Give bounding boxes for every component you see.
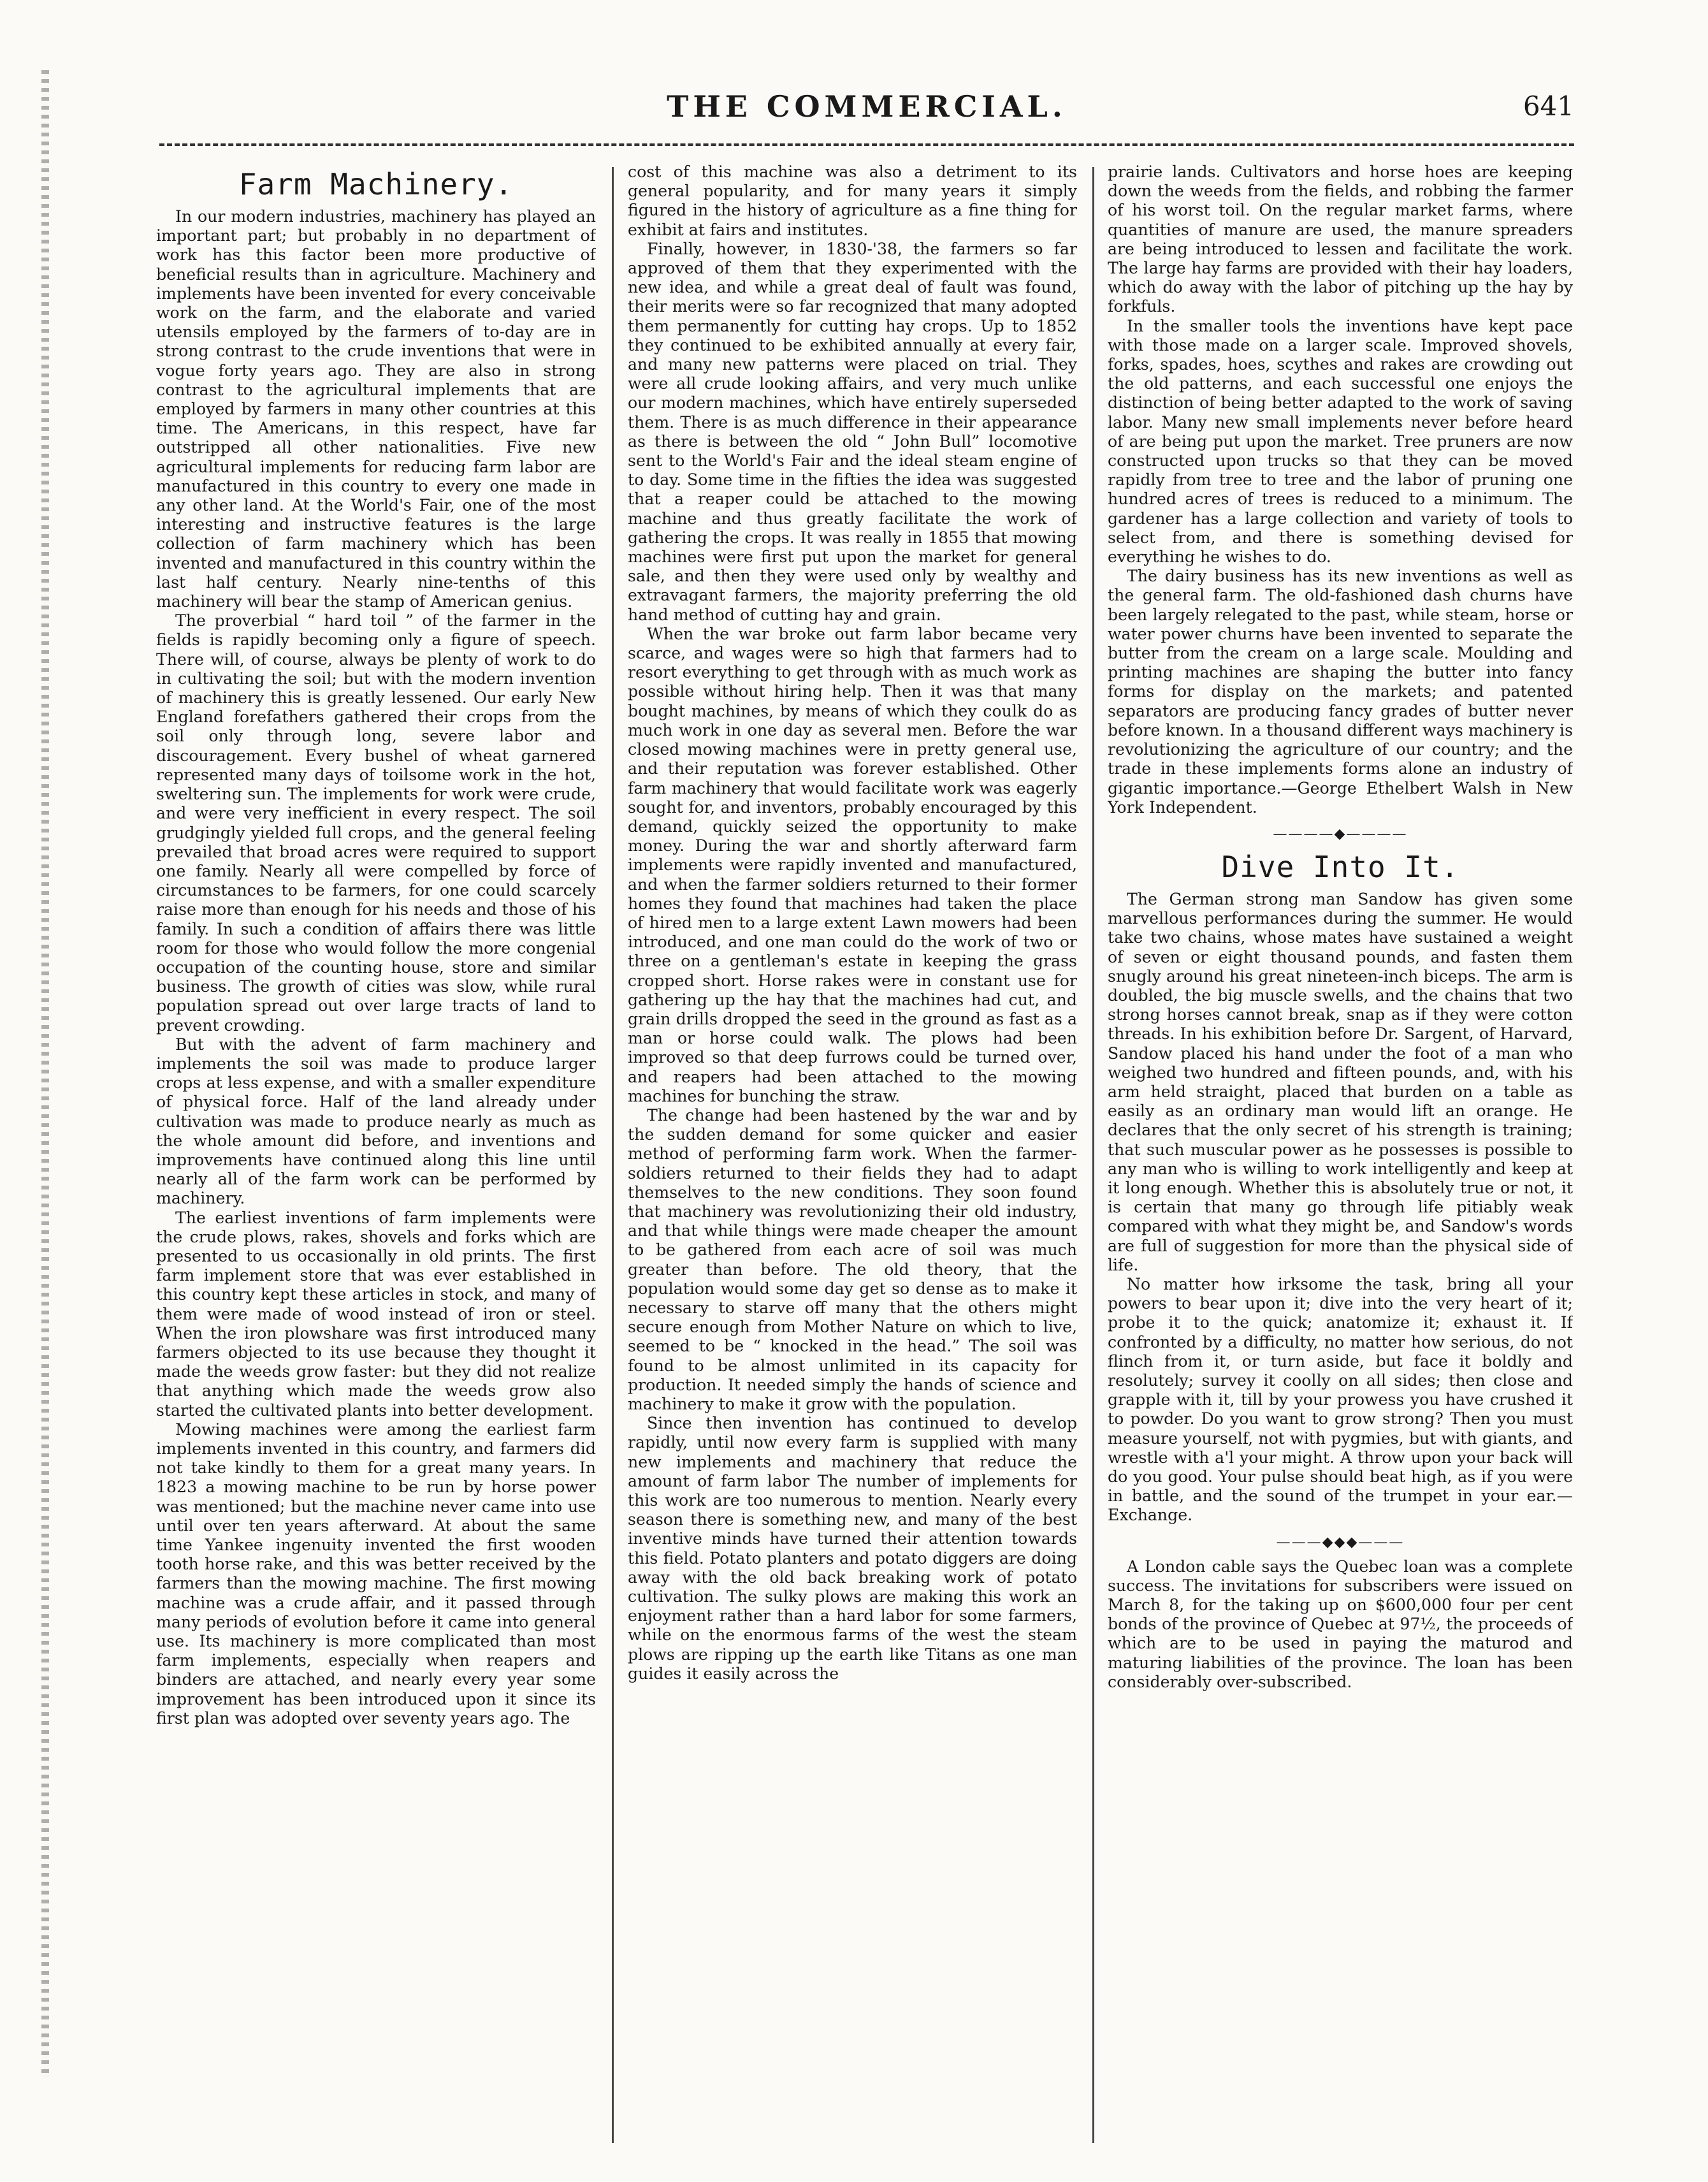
column-2 (628, 163, 1077, 2148)
column-3 (1108, 163, 1573, 2148)
paragraph: The earliest inventions of farm implements were the crude plows, rakes, shovels and forks which are presented to us occasionally in old prints. The first farm implement store that was ever established in this country kept these articles in stock, and many of them were made of wood instead of iron or steel. When the iron plowshare was first introduced many farmers objected to its use because they thought it made the weeds grow faster: but they did not realize that anything which made the weeds grow also started the cultivated plants into better development. (156, 1208, 596, 1420)
paragraph: But with the advent of farm machinery and implements the soil was made to produce larger crops at less expense, and with a smaller expenditure of physical force. Half of the land already under cultivation was made to produce nearly as much as the whole amount did before, and inventions and improvements have continued along this line until nearly all of the farm work can be performed by machinery. (156, 1035, 596, 1208)
paragraph: The proverbial “ hard toil ” of the farmer in the fields is rapidly becoming only a figure of speech. There will, of course, always be plenty of work to do in cultivating the soil; but with the modern invention of machinery this is greatly lessened. Our early New England forefathers gathered their crops from the soil only through long, severe labor and discouragement. Every bushel of wheat garnered represented many days of toilsome work in the hot, sweltering sun. The implements for work were crude, and were very inefficient in every respect. The soil grudgingly yielded full crops, and the general feeling prevailed that broad acres were required to support one family. Nearly all were compelled by force of circumstances to be farmers, for one could scarcely raise more than enough for his needs and those of his family. In such a condition of affairs there was little room for those who would follow the more congenial occupation of the counting house, store and similar business. The growth of cities was slow, while rural population spread out over large tracts of land to prevent crowding. (156, 611, 596, 1035)
paragraph: A London cable says the Quebec loan was a complete success. The invitations for subscribers were issued on March 8, for the taking up on $600,000 four per cent bonds of the province of Quebec at 97½, the proceeds of which are to be used in paying the maturod and maturing liabilities of the province. The loan has been considerably over-subscribed. (1108, 1557, 1573, 1691)
paragraph: The dairy business has its new inventions as well as the general farm. The old-fashioned dash churns have been largely relegated to the past, while steam, horse or water power churns have been invented to separate the butter from the cream on a large scale. Moulding and printing machines are shaping the butter into fancy forms for display on the markets; and patented separators are producing fancy grades of butter never before known. In a thousand different ways machinery is revolutionizing the agriculture of our country; and the trade in these implements forms alone an industry of gigantic importance.—George Ethelbert Walsh in New York Independent. (1108, 567, 1573, 817)
article-title-farm-machinery: Farm Machinery. (238, 167, 514, 201)
scan-edge (41, 70, 49, 2078)
paragraph: In our modern industries, machinery has played an important part; but probably in no department of work has this factor been more productive of beneficial results than in agriculture. Machinery and implements have been invented for every conceivable work on the farm, and the elaborate and varied utensils employed by the farmers of to-day are in strong contrast to the crude inventions that were in vogue forty years ago. They are also in strong contrast to the agricultural implements that are employed by farmers in many other countries at this time. The Americans, in this respect, have far outstripped all other nationalities. Five new agricultural implements for reducing farm labor are manufactured in this country to every one made in any other land. At the World's Fair, one of the most interesting and instructive features is the large collection of farm machinery which has been invented and manufactured in this country within the last half century. Nearly nine-tenths of this machinery will bear the stamp of American genius. (156, 207, 596, 611)
paragraph: When the war broke out farm labor became very scarce, and wages were so high that farmers had to resort everything to get through with as much work as possible without hiring help. Then it was that many bought machines, by means of which they coulk do as much work in one day as several men. Before the war closed mowing machines were in pretty general use, and their reputation was forever established. Other farm machinery that would facilitate work was eagerly sought for, and inventors, probably encouraged by this demand, quickly seized the opportunity to make money. During the war and shortly afterward farm implements were rapidly invented and manufactured, and when the farmer soldiers returned to their former homes they found that machines had taken the place of hired men to a large extent Lawn mowers had been introduced, and one man could do the work of two or three on a gentleman's estate in keeping the grass cropped short. Horse rakes were in constant use for gathering up the hay that the machines had cut, and grain drills dropped the seed in the ground as fast as a man or horse could walk. The plows had been improved so that deep furrows could be turned over, and reapers had been attached to the mowing machines for bunching the straw. (628, 624, 1077, 1105)
paragraph: In the smaller tools the inventions have kept pace with those made on a larger scale. Improved shovels, forks, spades, hoes, scythes and rakes are crowding out the old patterns, and each successful one enjoys the distinction of being better adapted to the work of saving labor. Many new small implements never before heard of are being put upon the market. Tree pruners are now constructed upon trucks so that they can be moved rapidly from tree to tree and the labor of pruning one hundred acres of trees is reduced to a minimum. The gardener has a large collection and variety of tools to select from, and there is something devised for everything he wishes to do. (1108, 316, 1573, 567)
column-rule-2 (1092, 167, 1094, 2143)
paragraph: No matter how irksome the task, bring all your powers to bear upon it; dive into the very heart of it; probe it to the quick; anatomize it; exhaust it. If confronted by a difficulty, no matter how serious, do not flinch from it, or turn aside, but face it boldly and resolutely; survey it coolly on all sides; then close and grapple with it, till by your prowess you have crushed it to powder. Do you want to grow strong? Then you must measure yourself, not with pygmies, but with giants, and wrestle with a'l your might. A throw upon your back will do you good. Your pulse should beat high, as if you were in battle, and the sound of the trumpet in your ear.—Exchange. (1108, 1274, 1573, 1525)
article-separator: ———◆◆◆——— (1276, 1534, 1405, 1550)
column-rule-1 (612, 167, 614, 2143)
paragraph: Since then invention has continued to develop rapidly, until now every farm is supplied with many new implements and machinery that reduce the amount of farm labor The number of implements for this work are too numerous to mention. Nearly every season there is something new, and many of the best inventive minds have turned their attention towards this field. Potato planters and potato diggers are doing away with the old back breaking work of potato cultivation. The sulky plows are making this work an enjoyment rather than a hard labor for some farmers, while on the enormous farms of the west the steam plows are ripping up the earth like Titans as one man guides it easily across the (628, 1414, 1077, 1683)
paragraph: The change had been hastened by the war and by the sudden demand for some quicker and easier method of performing farm work. When the farmer-soldiers returned to their fields they had to adapt themselves to the new conditions. They soon found that machinery was revolutionizing their old industry, and that while things were made cheaper the amount to be gathered from each acre of soil was much greater than before. The old theory, that the population would some day get so dense as to make it necessary to starve off many that the others might secure enough from Mother Nature on which to live, seemed to be “ knocked in the head.” The soil was found to be almost unlimited in its capacity for production. It needed simply the hands of science and machinery to make it grow with the population. (628, 1105, 1077, 1413)
masthead: THE COMMERCIAL. (667, 89, 1067, 124)
paragraph: The German strong man Sandow has given some marvellous performances during the summer. He would take two chains, whose mates have sustained a weight of seven or eight thousand pounds, and fasten them snugly around his great nineteen-inch biceps. The arm is doubled, the big muscle swells, and the chains that two strong horses cannot break, snap as if they were cotton threads. In his exhibition before Dr. Sargent, of Harvard, Sandow placed his hand under the foot of a man who weighed two hundred and fifteen pounds, and, with his arm held straight, placed that burden on a table as easily as an ordinary man would lift an orange. He declares that the only secret of his strength is training; that such muscular power as he possesses is possible to any man who is willing to work intelligently and keep at it long enough. Whether this is absolutely true or not, it is certain that many go through life pitiably weak compared with what they might be, and Sandow's words are full of suggestion for more than the physical side of life. (1108, 889, 1573, 1274)
page-number: 641 (1523, 91, 1574, 122)
paragraph: cost of this machine was also a detriment to its general popularity, and for many years it simply figured in the history of agriculture as a fine thing for exhibit at fairs and institutes. (628, 163, 1077, 239)
column-1 (156, 163, 596, 2148)
article-separator: ————◆———— (1273, 826, 1408, 842)
paragraph: prairie lands. Cultivators and horse hoes are keeping down the weeds from the fields, and robbing the farmer of his worst toil. On the regular market farms, where quantities of manure are used, the manure spreaders are being introduced to lessen and facilitate the work. The large hay farms are provided with their hay loaders, which do away with the labor of pitching up the hay by forkfuls. (1108, 163, 1573, 316)
page-header (159, 89, 1574, 134)
paragraph: Finally, however, in 1830-'38, the farmers so far approved of them that they experimented with the new idea, and while a great deal of fault was found, their merits were so far recognized that many adopted them permanently for cutting hay crops. Up to 1852 they continued to be exhibited annually at every fair, and many new patterns were placed on trial. They were all crude looking affairs, and very much unlike our modern machines, which have entirely superseded them. There is as much difference in their appearance as there is between the old “ John Bull” locomotive sent to the World's Fair and the ideal steam engine of to day. Some time in the fifties the idea was suggested that a reaper could be attached to the mowing machine and thus greatly facilitate the work of gathering the crops. It was really in 1855 that mowing machines were first put upon the market for general sale, and then they were used only by wealthy and extravagant farmers, the majority preferring the old hand method of cutting hay and grain. (628, 239, 1077, 624)
article-title-dive-into-it: Dive Into It. (1221, 849, 1459, 884)
header-rule (159, 143, 1574, 146)
paragraph: Mowing machines were among the earliest farm implements invented in this country, and farmers did not take kindly to them for a great many years. In 1823 a mowing machine to be run by horse power was mentioned; but the machine never came into use until over ten years afterward. At about the same time Yankee ingenuity invented the first wooden tooth horse rake, and this was better received by the farmers than the mowing machine. The first mowing machine was a crude affair, and it passed through many periods of evolution before it came into general use. Its machinery is more complicated than most farm implements, especially when reapers and binders are attached, and nearly every year some improvement has been introduced upon it since its first plan was adopted over seventy years ago. The (156, 1420, 596, 1727)
